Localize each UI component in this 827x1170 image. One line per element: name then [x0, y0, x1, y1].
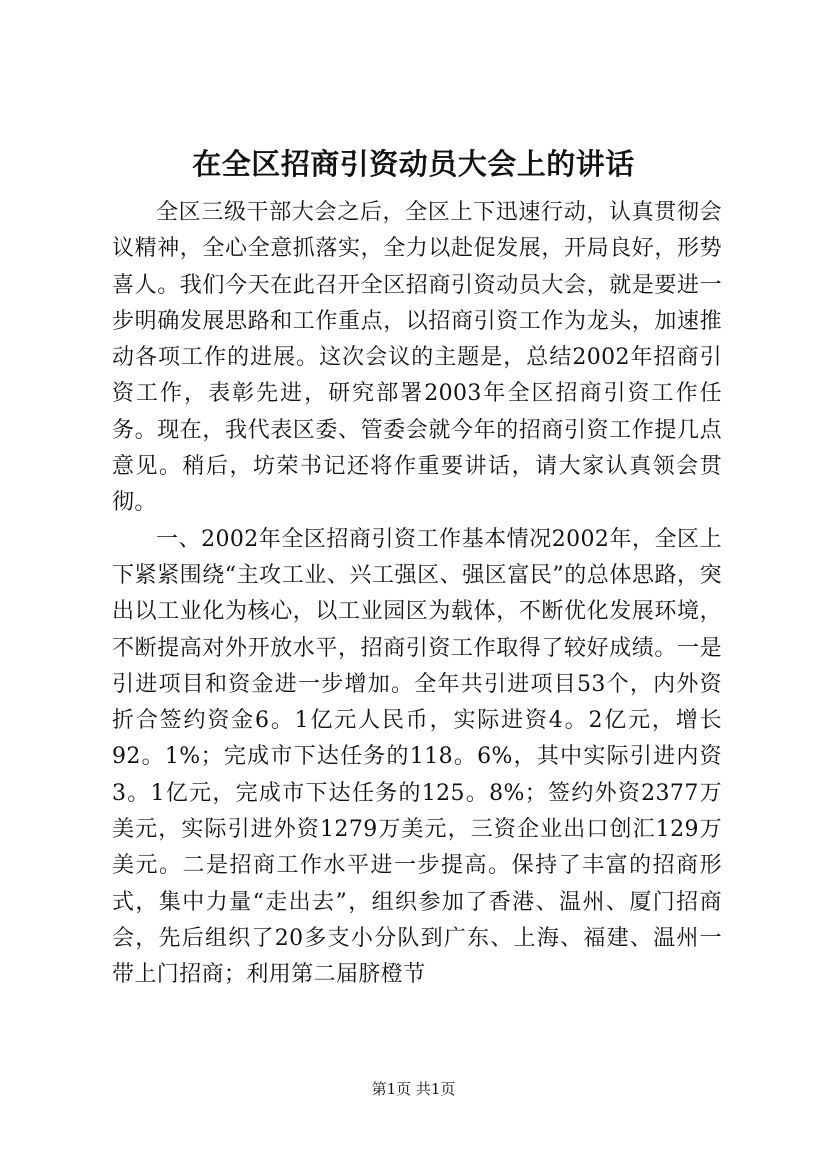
- document-title: 在全区招商引资动员大会上的讲话: [192, 147, 635, 181]
- document-body: [112, 195, 722, 994]
- paragraph-section-one: 一、2002年全区招商引资工作基本情况2002年，全区上下紧紧围绕“主攻工业、兴工强区、强区富民”的总体思路，突出以工业化为核心，以工业园区为载体，不断优化发展环境，不断提高对外开放水平，招商引资工作取得了较好成绩。一是引进项目和资金进一步增加。全年共引进项目53个，内外资折合签约资金6。1亿元人民币，实际进资4。2亿元，增长92。1%；完成市下达任务的118。6%，其中实际引进内资3。1亿元，完成市下达任务的125。8%；签约外资2377万美元，实际引进外资1279万美元，三资企业出口创汇129万美元。二是招商工作水平进一步提高。保持了丰富的招商形式，集中力量“走出去”，组织参加了香港、温州、厦门招商会，先后组织了20多支小分队到广东、上海、福建、温州一带上门招商；利用第二届脐橙节: [112, 526, 722, 988]
- paragraph-intro: 全区三级干部大会之后，全区上下迅速行动，认真贯彻会议精神，全心全意抓落实，全力以赴促发展，开局良好，形势喜人。我们今天在此召开全区招商引资动员大会，就是要进一步明确发展思路和工作重点，以招商引资工作为龙头，加速推动各项工作的进展。这次会议的主题是，总结2002年招商引资工作，表彰先进，研究部署2003年全区招商引资工作任务。现在，我代表区委、管委会就今年的招商引资工作提几点意见。稍后，坊荣书记还将作重要讲话，请大家认真领会贯彻。: [112, 200, 722, 516]
- page-footer: 第1页 共1页: [371, 1080, 456, 1098]
